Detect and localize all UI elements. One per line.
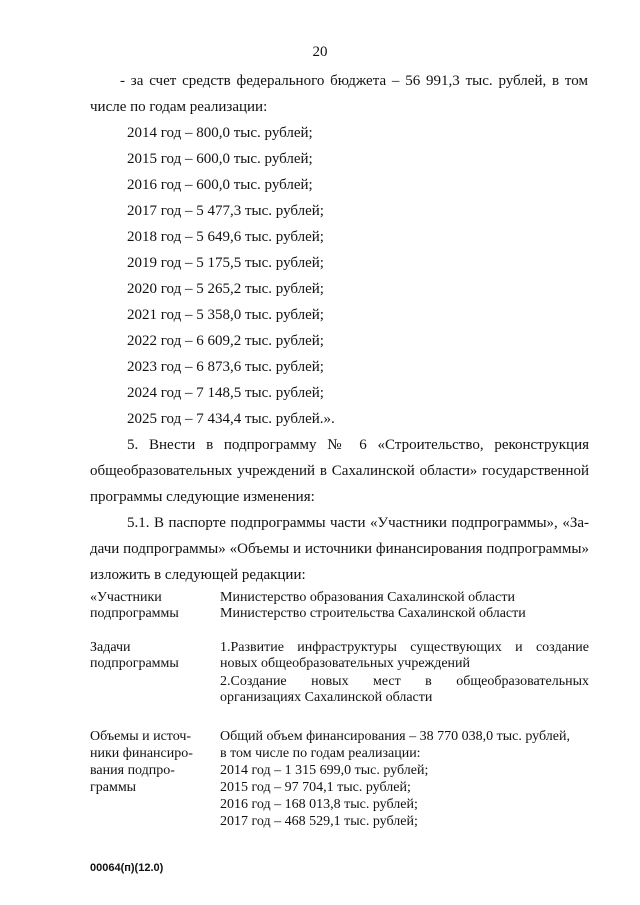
footer-code: 00064(п)(12.0) xyxy=(90,862,164,874)
item-5-line-3: программы следующие изменения: xyxy=(90,489,315,505)
year-line: 2018 год – 5 649,6 тыс. рублей; xyxy=(127,229,324,245)
value-line: 1.Развитие инфраструктуры существующих и создание xyxy=(220,640,589,655)
value-line: Министерство образования Сахалинской области xyxy=(220,590,515,605)
value-line: Министерство строительства Сахалинской области xyxy=(220,606,526,621)
year-line: 2023 год – 6 873,6 тыс. рублей; xyxy=(127,359,324,375)
year-line: 2016 год – 600,0 тыс. рублей; xyxy=(127,177,313,193)
value-line: 2014 год – 1 315 699,0 тыс. рублей; xyxy=(220,763,429,778)
value-line: 2016 год – 168 013,8 тыс. рублей; xyxy=(220,797,418,812)
value-line: организациях Сахалинской области xyxy=(220,690,433,705)
value-line: Общий объем финансирования – 38 770 038,0 тыс. рублей, xyxy=(220,729,570,744)
label-line: Объемы и источ- xyxy=(90,729,192,744)
value-line: 2015 год – 97 704,1 тыс. рублей; xyxy=(220,780,411,795)
item-5-line-1: 5. Внести в подпрограмму № 6 «Строительство, реконструкция xyxy=(127,437,589,453)
label-line: ники финансиро- xyxy=(90,746,193,761)
year-line: 2014 год – 800,0 тыс. рублей; xyxy=(127,125,313,141)
item-5-line-2: общеобразовательных учреждений в Сахалинской области» государственной xyxy=(90,463,589,479)
year-line: 2025 год – 7 434,4 тыс. рублей.». xyxy=(127,411,335,427)
item-51-line-2: дачи подпрограммы» «Объемы и источники финансирования подпрограммы» xyxy=(90,541,589,557)
year-line: 2017 год – 5 477,3 тыс. рублей; xyxy=(127,203,324,219)
label-line: подпрограммы xyxy=(90,606,179,621)
label-line: «Участники xyxy=(90,590,162,605)
year-line: 2024 год – 7 148,5 тыс. рублей; xyxy=(127,385,324,401)
item-51-line-1: 5.1. В паспорте подпрограммы части «Участники подпрограммы», «За- xyxy=(127,515,589,531)
year-line: 2015 год – 600,0 тыс. рублей; xyxy=(127,151,313,167)
value-line: 2017 год – 468 529,1 тыс. рублей; xyxy=(220,814,418,829)
federal-budget-line-1: - за счет средств федерального бюджета – 56 991,3 тыс. рублей, в том xyxy=(120,73,588,89)
label-line: Задачи xyxy=(90,640,131,655)
year-line: 2022 год – 6 609,2 тыс. рублей; xyxy=(127,333,324,349)
value-line: 2.Создание новых мест в общеобразовательных xyxy=(220,674,589,689)
label-line: подпрограммы xyxy=(90,656,179,671)
item-51-line-3: изложить в следующей редакции: xyxy=(90,567,306,583)
year-line: 2021 год – 5 358,0 тыс. рублей; xyxy=(127,307,324,323)
year-line: 2020 год – 5 265,2 тыс. рублей; xyxy=(127,281,324,297)
value-line: в том числе по годам реализации: xyxy=(220,746,421,761)
federal-budget-line-2: числе по годам реализации: xyxy=(90,99,268,115)
year-line: 2019 год – 5 175,5 тыс. рублей; xyxy=(127,255,324,271)
label-line: вания подпро- xyxy=(90,763,175,778)
page-number: 20 xyxy=(312,44,328,60)
label-line: граммы xyxy=(90,780,137,795)
value-line: новых общеобразовательных учреждений xyxy=(220,656,471,671)
